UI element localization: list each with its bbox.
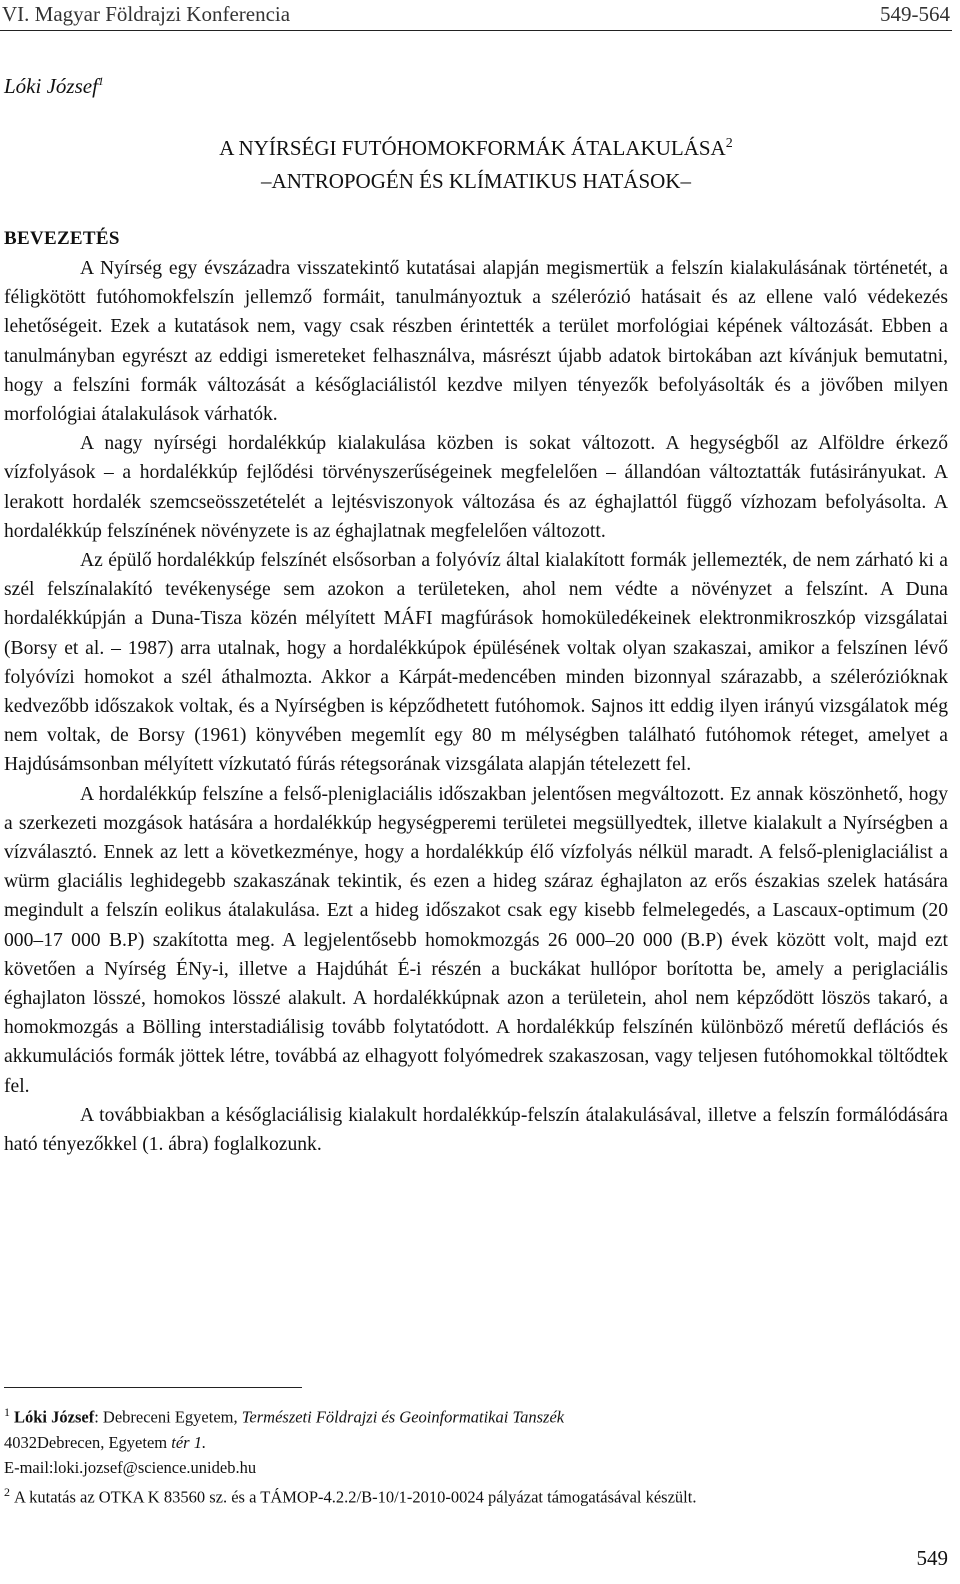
footnote-author: Lóki József bbox=[14, 1407, 95, 1427]
paper-title bbox=[0, 136, 952, 161]
paragraph: A nagy nyírségi hordalékkúp kialakulása közben is sokat változott. A hegységből az Alföldre érkező vízfolyások – a hordalékkúp fejlődési törvényszerűségeinek megfelelően – állandóan változtatták futásirányukat. A lerakott hordalék szemcseösszetételét a lejtésviszonyok változása és az éghajlattól függő vízhozam befolyásolta. A hordalékkúp felszínének növényzete is az éghajlatnak megfelelően változott. bbox=[4, 433, 948, 542]
footnote-department: Természeti Földrajzi és Geoinformatikai Tanszék bbox=[241, 1407, 565, 1427]
conference-name: VI. Magyar Földrajzi Konferencia bbox=[2, 2, 291, 26]
paragraph: Az épülő hordalékkúp felszínét elsősorban a folyóvíz által kialakított formák jellemezték, de nem zárható ki a szél felszínalakító tevékenysége sem azokon a területeken, ahol nem védte a növényzet a felszínt. A Duna hordalékkúpján a Duna-Tisza közén mélyített MÁFI magfúrások homoküledékeinek elektronmikroszkóp vizsgálatai (Borsy et al. – 1987) arra utalnak, hogy a hordalékkúpok épülésének voltak olyan szakaszai, amikor a felszínen lévő folyóvízi homokot a szél áthalmozta. Akkor a Kárpát-medencében minden bizonnyal szárazabb, a szélerózióknak kedvezőbb időszakok voltak, és a Nyírségben is képződhetett futóhomok. Sajnos itt eddig ilyen irányú vizsgálatok még nem voltak, de Borsy (1961) könyvében megemlít egy 80 m mélységben található futóhomok réteget, amelyet a Hajdúsámsonban mélyített vízkutató fúrás rétegsorának vizsgálata alapján tételezett fel. bbox=[4, 550, 948, 776]
page-range: 549-564 bbox=[880, 2, 950, 26]
page-number: 549 bbox=[916, 1546, 948, 1570]
body-text bbox=[4, 254, 948, 1159]
author-name bbox=[4, 74, 104, 99]
footnote-affiliation: : Debreceni Egyetem, bbox=[94, 1407, 242, 1427]
footnotes bbox=[4, 1400, 948, 1509]
section-heading: BEVEZETÉS bbox=[4, 228, 120, 249]
author-footnote-mark: 1 bbox=[97, 74, 104, 88]
paragraph: A hordalékkúp felszíne a felső-pleniglaciális időszakban jelentősen megváltozott. Ez annak köszönhető, hogy a szerkezeti mozgások hatására a hordalékkúp hegységperemi területei megsüllyedtek, illetve kialakult a Nyírségben a vízválasztó. Ennek az lett a következménye, hogy a hordalékkúp élő vízfolyás nélkül maradt. A felső-pleniglaciálist a würm glaciális leghidegebb szakaszának tekintik, és ezen a hideg száraz éghajlaton az erős északias szelek hatására megindult a felszín eolikus átalakulása. Ezt a hideg időszakot csak egy kisebb felmelegedés, a Lascaux-optimum (20 000–17 000 B.P) szakította meg. A legjelentősebb homokmozgás 26 000–20 000 (B.P) évek között volt, majd ezt követően a Nyírség ÉNy-i, illetve a Hajdúhát É-i részén a buckákat hullópor borította be, amely a periglaciális éghajlaton lösszé, homokos lösszé alakult. A hordalékkúpnak azon a területein, ahol nem képződött löszös takaró, a homokmozgás a Bölling interstadiálisig tovább folytatódott. A hordalékkúp felszínén különböző méretű deflációs és akkumulációs formák jöttek létre, továbbá az elhagyott folyómedrek szakaszosan, vagy teljesen futóhomokkal töltődtek fel. bbox=[4, 783, 948, 1097]
footnote-mark: 2 bbox=[4, 1484, 10, 1499]
running-header bbox=[0, 0, 952, 31]
paragraph: A továbbiakban a későglaciálisig kialakult hordalékkúp-felszín átalakulásával, illetve a felszín formálódására ható tényezőkkel (1. ábra) foglalkozunk. bbox=[4, 1104, 948, 1156]
footnote-mark: 1 bbox=[4, 1405, 10, 1419]
footnote-divider bbox=[4, 1387, 302, 1388]
paragraph: A Nyírség egy évszázadra visszatekintő kutatásai alapján megismertük a felszín kialakulásának történetét, a féligkötött futóhomokfelszín jellemző formáit, tanulmányoztuk a szélerózió hatásait és az ellene való védekezés lehetőségeit. Ezek a kutatások nem, vagy csak részben érintették a terület morfológiai képének változását. Ebben a tanulmányban egyrészt az eddigi ismereteket felhasználva, másrészt újabb adatok birtokában azt kívánjuk bemutatni, hogy a felszíni formák változását a későglaciálistól kezdve milyen tényezők befolyásolták és a jövőben milyen morfológiai átalakulások várhatók. bbox=[4, 258, 948, 426]
footnote-1 bbox=[4, 1400, 948, 1430]
title-footnote-mark: 2 bbox=[725, 136, 733, 151]
paper-subtitle: –ANTROPOGÉN ÉS KLÍMATIKUS HATÁSOK– bbox=[261, 169, 691, 193]
footnote-address bbox=[4, 1430, 948, 1455]
footnote-address-text: 4032Debrecen, Egyetem bbox=[4, 1432, 172, 1452]
footnote-address-italic: tér 1. bbox=[171, 1432, 207, 1452]
paper-title-text: A NYÍRSÉGI FUTÓHOMOKFORMÁK ÁTALAKULÁSA bbox=[219, 136, 726, 160]
footnote-funding: A kutatás az OTKA K 83560 sz. és a TÁMOP-4.2.2/B-10/1-2010-0024 pályázat támogatásával készült. bbox=[14, 1487, 697, 1506]
author-text: Lóki József bbox=[4, 74, 98, 98]
footnote-email: E-mail:loki.jozsef@science.unideb.hu bbox=[4, 1457, 257, 1477]
footnote-2 bbox=[4, 1480, 948, 1510]
